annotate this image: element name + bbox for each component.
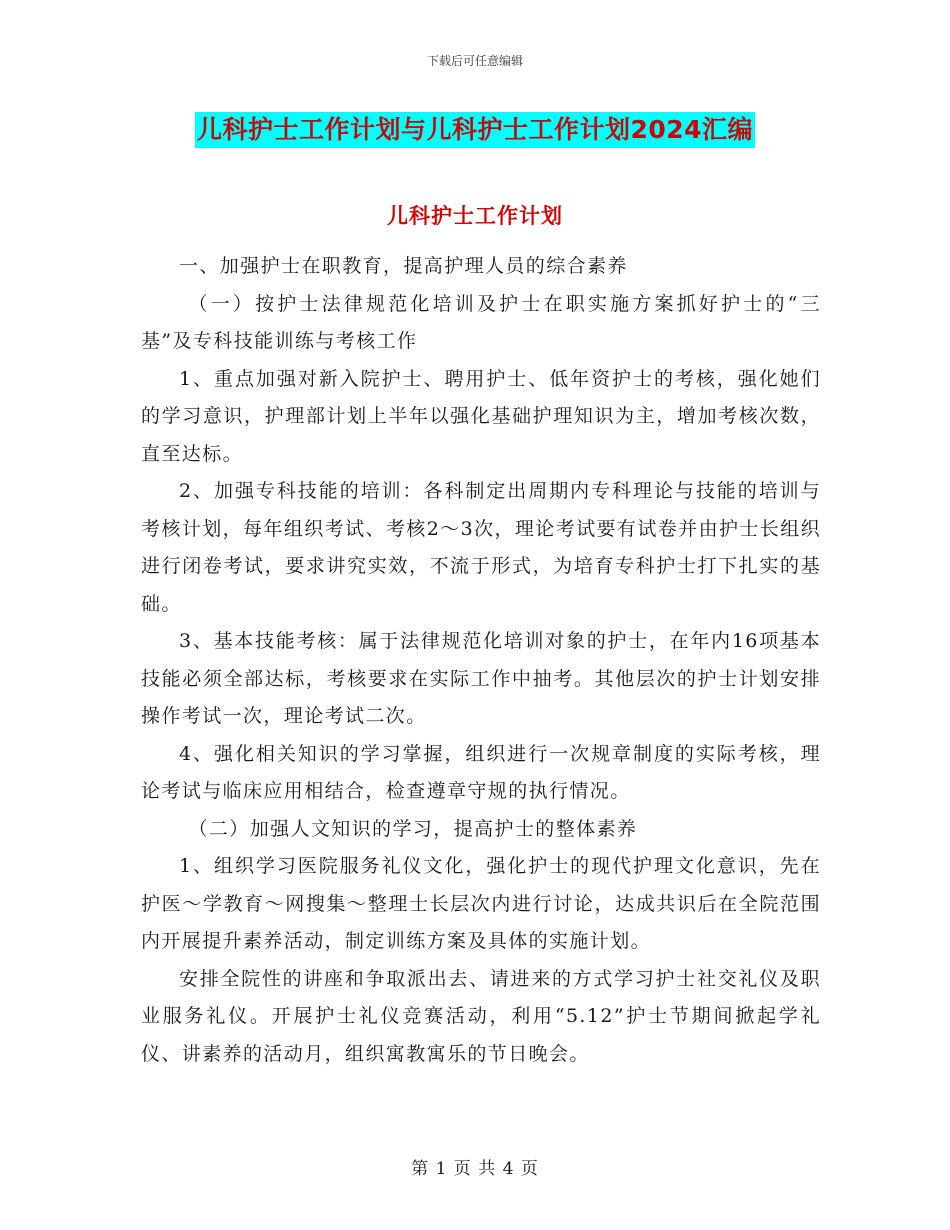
subheading-training: （一）按护士法律规范化培训及护士在职实施方案抓好护士的“三基”及专科技能训练与考核工作 bbox=[141, 292, 821, 352]
paragraph-etiquette-1: 1、组织学习医院服务礼仪文化，强化护士的现代护理文化意识，先在护医～学教育～网搜集～整理士长层次内进行讨论，达成共识后在全院范围内开展提升素养活动，制定训练方案及具体的实施计划。 bbox=[141, 855, 821, 952]
heading-part-one: 一、加强护士在职教育，提高护理人员的综合素养 bbox=[179, 255, 628, 277]
page-header-note: 下载后可任意编辑 bbox=[426, 54, 523, 68]
paragraph-etiquette-2: 安排全院性的讲座和争取派出去、请进来的方式学习护士社交礼仪及职业服务礼仪。开展护士礼仪竞赛活动，利用“5.12”护士节期间掀起学礼仪、讲素养的活动月，组织寓教寓乐的节日晚会。 bbox=[141, 967, 821, 1065]
paragraph-item-4: 4、强化相关知识的学习掌握，组织进行一次规章制度的实际考核，理论考试与临床应用相结合，检查遵章守规的执行情况。 bbox=[141, 742, 821, 802]
paragraph-item-1: 1、重点加强对新入院护士、聘用护士、低年资护士的考核，强化她们的学习意识，护理部计划上半年以强化基础护理知识为主，增加考核次数，直至达标。 bbox=[141, 367, 821, 465]
page-number: 第 1 页 共 4 页 bbox=[411, 1159, 539, 1179]
section-title: 儿科护士工作计划 bbox=[387, 204, 563, 228]
document-title-container bbox=[0, 112, 950, 148]
paragraph-item-3: 3、基本技能考核：属于法律规范化培训对象的护士，在年内16项基本技能必须全部达标，考核要求在实际工作中抽考。其他层次的护士计划安排操作考试一次，理论考试二次。 bbox=[141, 630, 821, 727]
subheading-humanities: （二）加强人文知识的学习，提高护士的整体素养 bbox=[188, 817, 638, 840]
document-body bbox=[141, 248, 821, 1073]
paragraph-item-2: 2、加强专科技能的培训：各科制定出周期内专科理论与技能的培训与考核计划，每年组织考试、考核2～3次，理论考试要有试卷并由护士长组织进行闭卷考试，要求讲究实效，不流于形式，为培育专科护士打下扎实的基础。 bbox=[141, 480, 821, 615]
document-title: 儿科护士工作计划与儿科护士工作计划2024汇编 bbox=[195, 112, 755, 148]
